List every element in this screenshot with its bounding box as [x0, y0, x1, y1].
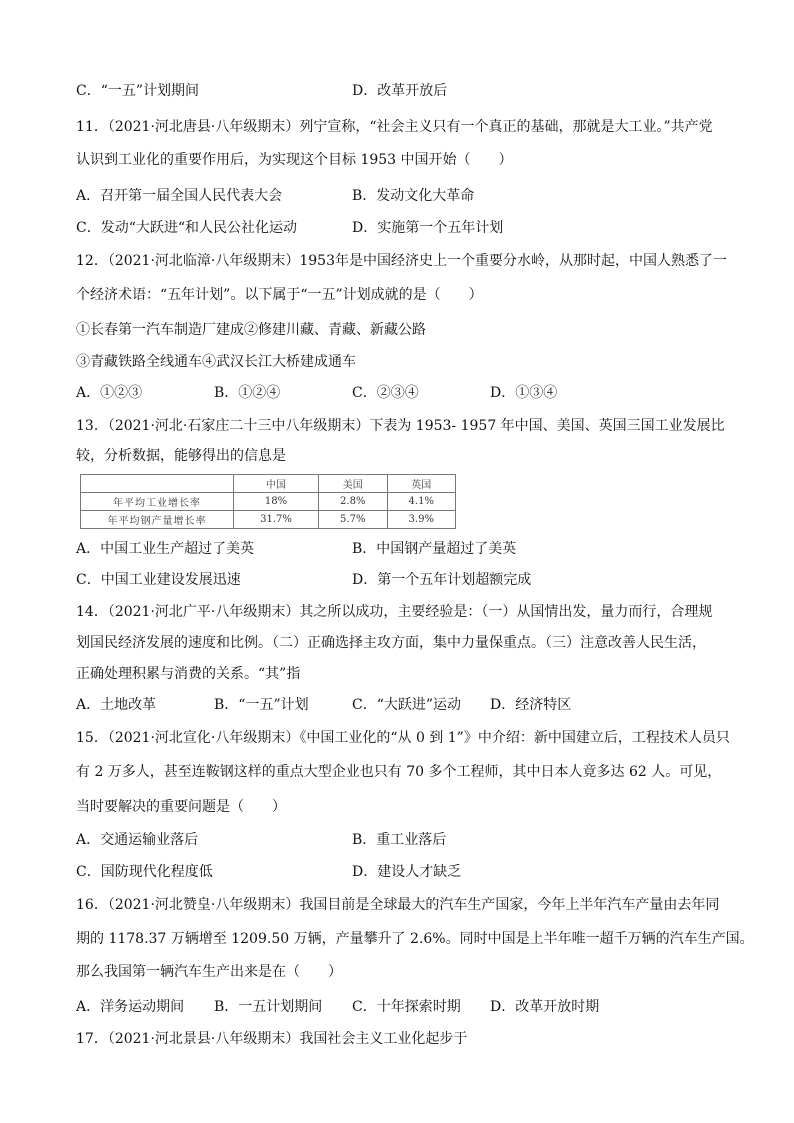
q16-option-d[interactable]: D．改革开放时期 [490, 999, 600, 1015]
table-cell: 2.8% [319, 493, 387, 511]
table-cell: 3.9% [387, 511, 456, 529]
q14-option-d[interactable]: D．经济特区 [490, 697, 572, 713]
q11-stem-line-1: 11．（2021·河北唐县·八年级期末）列宁宣称，“社会主义只有一个真正的基础，那就是大工业。”共产党 [76, 119, 713, 135]
q13-stem-line-1: 13．（2021·河北·石家庄二十三中八年级期末）下表为 1953- 1957 年中国、美国、英国三国工业发展比 [76, 418, 725, 434]
q16-option-a[interactable]: A．洋务运动期间 [76, 999, 185, 1015]
q16-stem-line-2: 期的 1178.37 万辆增至 1209.50 万辆，产量攀升了 2.6%。同时中国是上半年唯一超千万辆的汽车生产国。 [76, 931, 754, 947]
q13-option-b[interactable]: B．中国钢产量超过了美英 [352, 541, 517, 557]
q16-option-c[interactable]: C．十年探索时期 [352, 999, 461, 1015]
q14-option-b[interactable]: B．“一五”计划 [214, 697, 309, 713]
q16-option-b[interactable]: B．一五计划期间 [214, 999, 323, 1015]
q11-option-d[interactable]: D．实施第一个五年计划 [352, 220, 504, 236]
table-header-row [81, 475, 456, 493]
table-row [81, 511, 456, 529]
table-cell: 4.1% [387, 493, 456, 511]
q13-stem-line-2: 较，分析数据，能够得出的信息是 [76, 448, 286, 464]
q13-option-a[interactable]: A．中国工业生产超过了美英 [76, 541, 255, 557]
q14-option-c[interactable]: C．“大跃进”运动 [352, 697, 462, 713]
table-cell: 31.7% [234, 511, 319, 529]
table-header-cell: 英国 [387, 475, 456, 493]
q12-stem-line-2: 个经济术语：“五年计划”。以下属于“一五”计划成就的是（ ） [76, 287, 483, 303]
table-header-cell: 中国 [234, 475, 319, 493]
q12-option-a[interactable]: A．①②③ [76, 385, 143, 401]
q11-option-c[interactable]: C．发动“大跃进“和人民公社化运动 [76, 220, 298, 236]
q11-option-b[interactable]: B．发动文化大革命 [352, 188, 475, 204]
q12-stem-line-4: ③青藏铁路全线通车④武汉长江大桥建成通车 [76, 354, 356, 370]
q10-option-d[interactable]: D．改革开放后 [352, 83, 448, 99]
q15-option-a[interactable]: A．交通运输业落后 [76, 832, 199, 848]
table-row-label: 年平均工业增长率 [81, 493, 234, 511]
table-header-cell: 美国 [319, 475, 387, 493]
q13-option-c[interactable]: C．中国工业建设发展迅速 [76, 572, 241, 588]
q15-stem-line-3: 当时要解决的重要问题是（ ） [76, 799, 286, 815]
q16-stem-line-1: 16．（2021·河北赞皇·八年级期末）我国目前是全球最大的汽车生产国家，今年上半年汽车产量由去年同 [76, 897, 720, 913]
q14-stem-line-2: 划国民经济发展的速度和比例。（二）正确选择主攻方面，集中力量保重点。（三）注意改善人民生活， [76, 635, 706, 651]
q17-stem-line-1: 17．（2021·河北景县·八年级期末）我国社会主义工业化起步于 [76, 1031, 468, 1047]
q12-stem-line-3: ①长春第一汽车制造厂建成②修建川藏、青藏、新藏公路 [76, 322, 426, 338]
q15-stem-line-1: 15．（2021·河北宣化·八年级期末）《中国工业化的“从 0 到 1”》中介绍：新中国建立后，工程技术人员只 [76, 730, 730, 746]
q12-option-b[interactable]: B．①②④ [214, 385, 281, 401]
q12-option-d[interactable]: D．①③④ [490, 385, 558, 401]
q14-stem-line-1: 14．（2021·河北广平·八年级期末）其之所以成功，主要经验是：（一）从国情出发，量力而行，合理规 [76, 604, 713, 620]
table-cell: 18% [234, 493, 319, 511]
q15-stem-line-2: 有 2 万多人，甚至连鞍钢这样的重点大型企业也只有 70 多个工程师，其中日本人竟多达 62 人。可见， [76, 764, 722, 780]
q11-option-a[interactable]: A．召开第一届全国人民代表大会 [76, 188, 283, 204]
table-header-cell [81, 475, 234, 493]
table-cell: 5.7% [319, 511, 387, 529]
q15-option-d[interactable]: D．建设人才缺乏 [352, 864, 462, 880]
q13-option-d[interactable]: D．第一个五年计划超额完成 [352, 572, 532, 588]
table-row [81, 493, 456, 511]
q10-option-c[interactable]: C．“一五”计划期间 [76, 83, 200, 99]
q12-option-c[interactable]: C．②③④ [352, 385, 419, 401]
q15-option-b[interactable]: B．重工业落后 [352, 832, 447, 848]
q16-stem-line-3: 那么我国第一辆汽车生产出来是在（ ） [76, 964, 342, 980]
q15-option-c[interactable]: C．国防现代化程度低 [76, 864, 213, 880]
q12-stem-line-1: 12．（2021·河北临漳·八年级期末）1953年是中国经济史上一个重要分水岭，从那时起，中国人熟悉了一 [76, 253, 727, 269]
q14-stem-line-3: 正确处理积累与消费的关系。“其”指 [76, 666, 301, 682]
q14-option-a[interactable]: A．土地改革 [76, 697, 157, 713]
q13-data-table [80, 474, 456, 529]
q11-stem-line-2: 认识到工业化的重要作用后，为实现这个目标 1953 中国开始（ ） [76, 152, 513, 168]
table-row-label: 年平均钢产量增长率 [81, 511, 234, 529]
